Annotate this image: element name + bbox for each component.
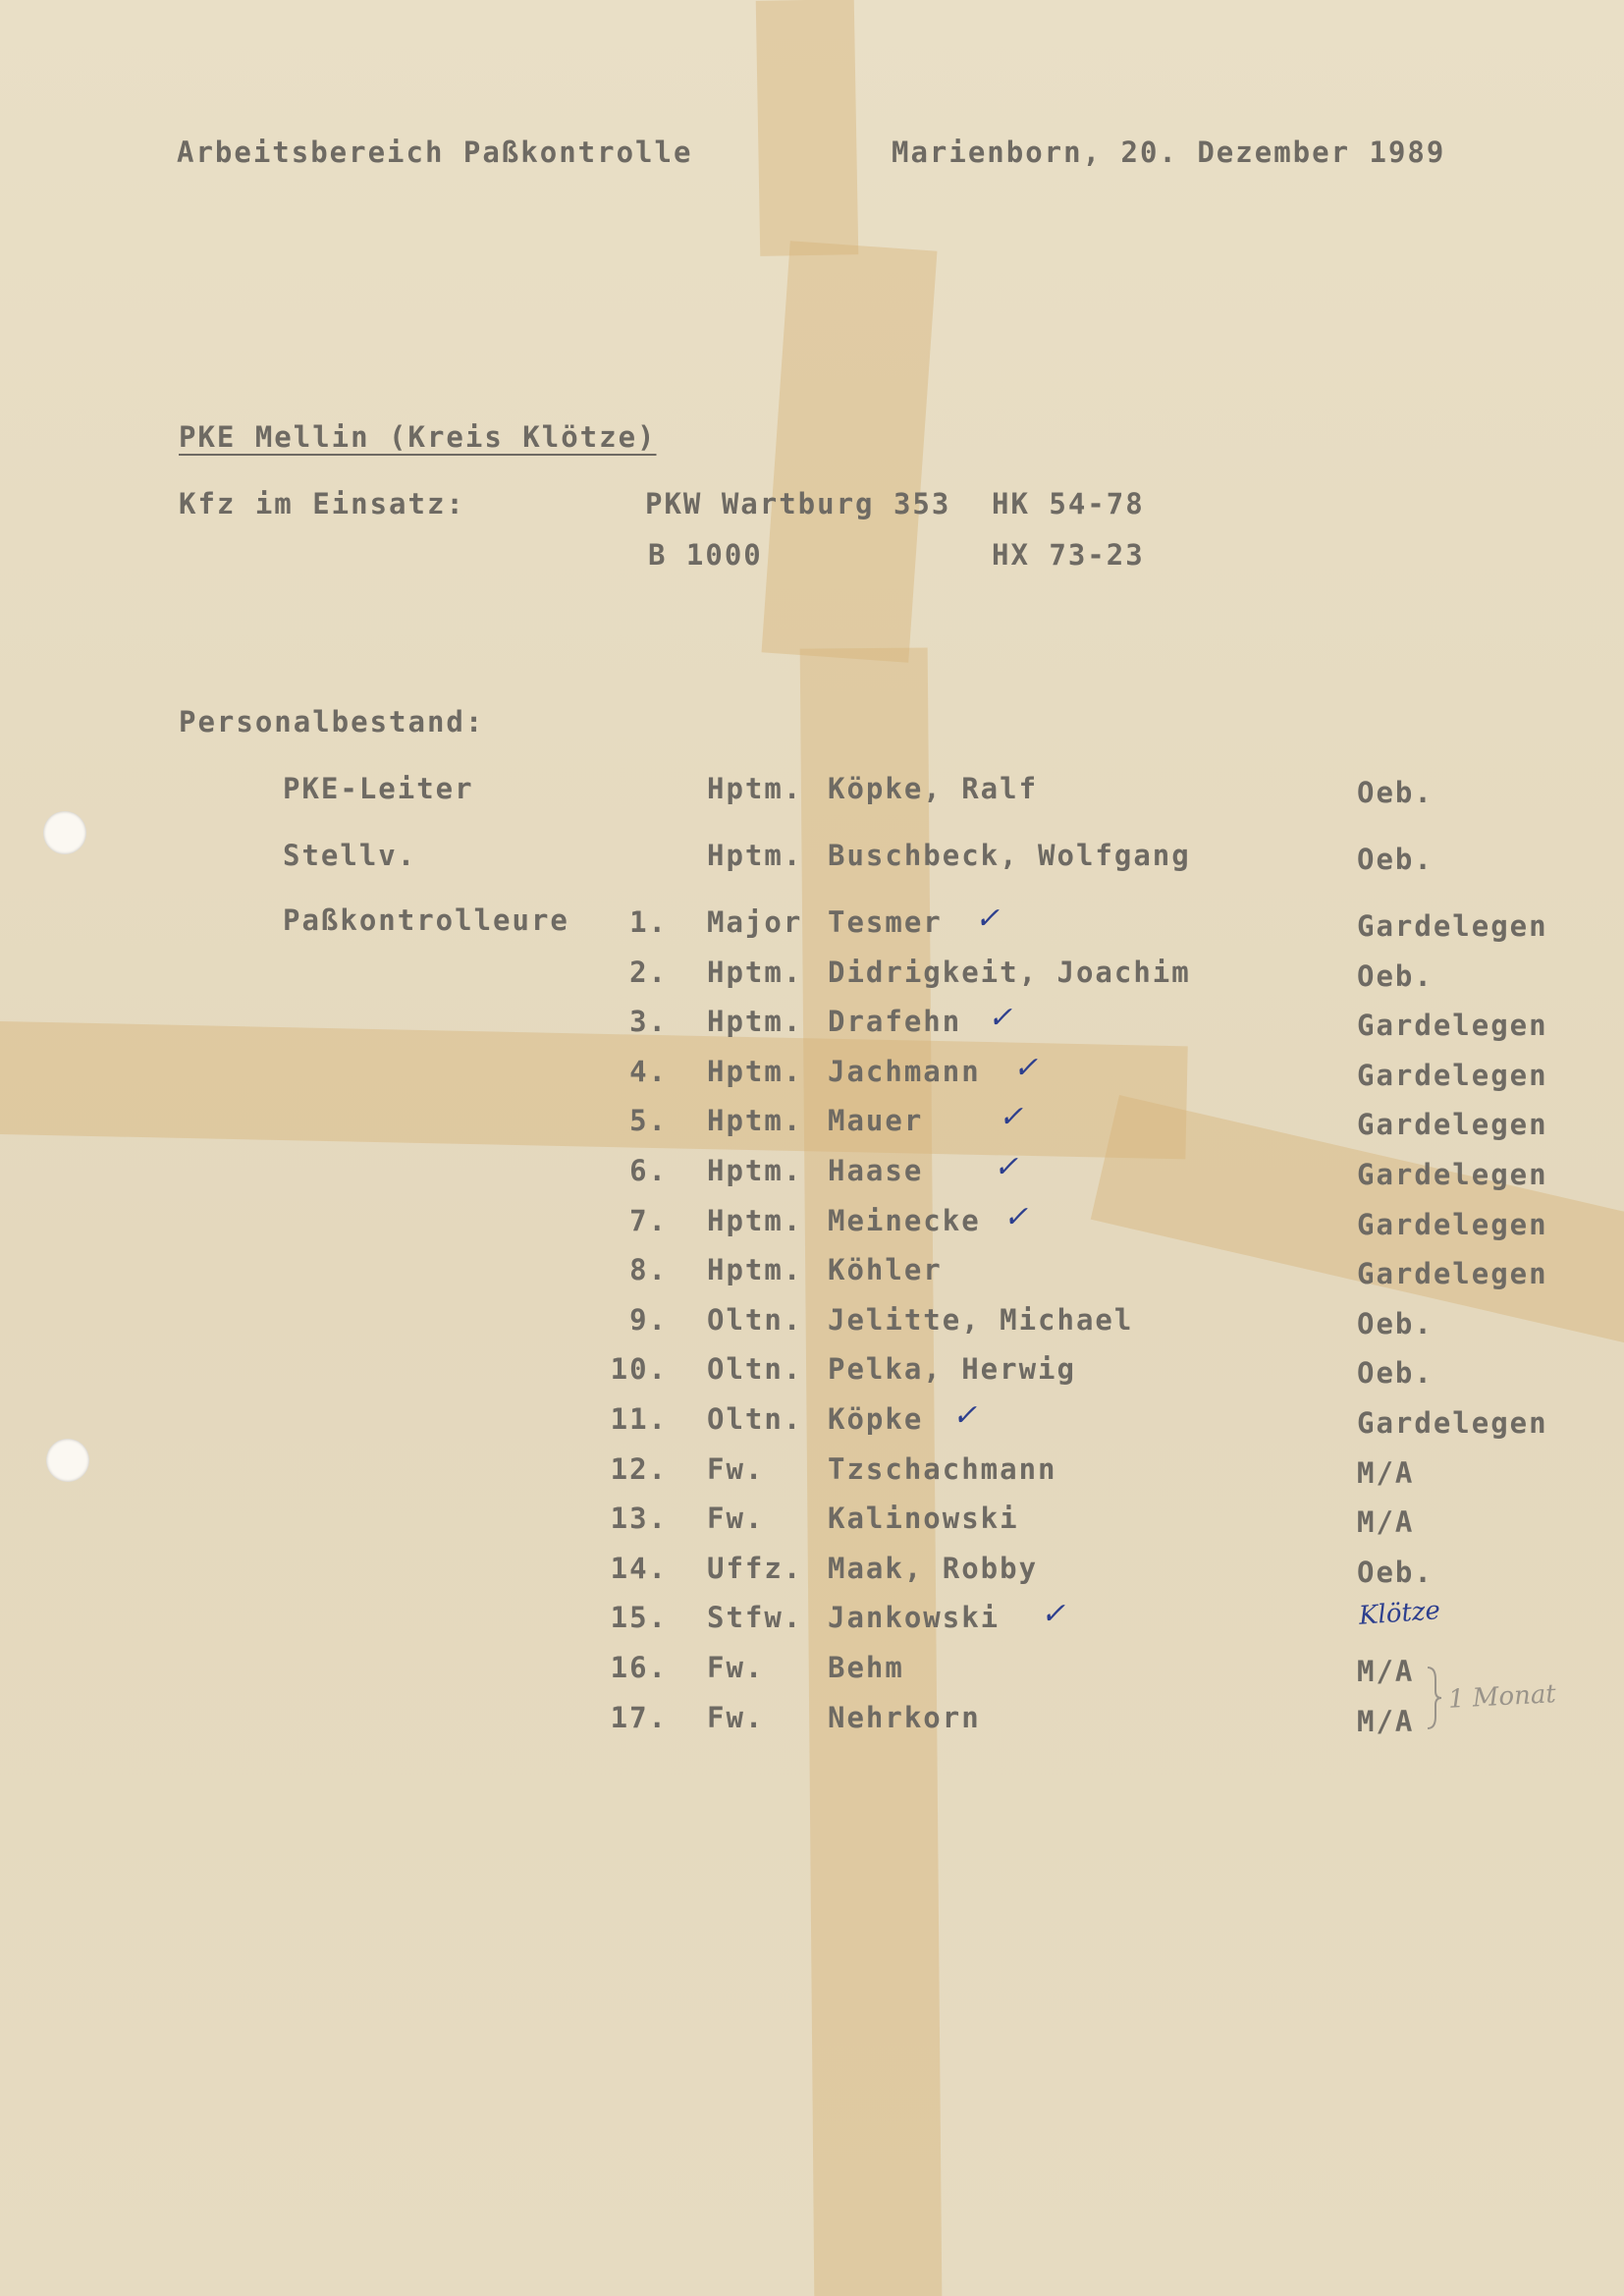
controller-row (0, 1452, 1624, 1492)
controller-row (0, 1253, 1624, 1292)
controller-number: 6. (629, 1154, 668, 1187)
controller-location: Gardelegen (1357, 1009, 1548, 1042)
leader-name: Köpke, Ralf (828, 772, 1039, 805)
controller-number: 7. (629, 1204, 668, 1237)
controller-name: Behm (828, 1651, 904, 1684)
controller-row (0, 1100, 1624, 1143)
controller-number: 14. (610, 1552, 668, 1585)
tape-strip (756, 0, 859, 256)
handwritten-note: 1 Monat (1447, 1679, 1557, 1715)
controllers-label: Paßkontrolleure (283, 903, 569, 937)
check-mark-icon: ✓ (1003, 1200, 1029, 1234)
controller-number: 12. (610, 1452, 668, 1486)
controller-location: Gardelegen (1357, 1158, 1548, 1191)
check-mark-icon: ✓ (1041, 1597, 1066, 1631)
controller-name: Meinecke (828, 1204, 981, 1237)
controller-location: Gardelegen (1357, 1059, 1548, 1092)
controller-location: Gardelegen (1357, 1257, 1548, 1290)
controller-name: Didrigkeit, Joachim (828, 956, 1191, 989)
controller-location: Gardelegen (1357, 909, 1548, 943)
deputy-rank: Hptm. (707, 839, 803, 872)
controller-rank: Oltn. (707, 1303, 803, 1337)
controller-rank: Hptm. (707, 1055, 803, 1088)
controller-number: 2. (629, 956, 668, 989)
vehicle-name: B 1000 (648, 538, 763, 572)
staff-label: Personalbestand: (179, 705, 485, 738)
deputy-role: Stellv. (283, 839, 417, 872)
vehicle-plate: HK 54-78 (992, 487, 1145, 520)
controller-number: 15. (610, 1601, 668, 1634)
controller-name: Drafehn (828, 1005, 962, 1038)
controller-row (0, 1701, 1624, 1740)
controller-rank: Stfw. (707, 1601, 803, 1634)
controller-location: M/A (1357, 1505, 1415, 1539)
controller-row (0, 1150, 1624, 1193)
controller-row (0, 956, 1624, 995)
controller-location: Gardelegen (1357, 1108, 1548, 1141)
controller-name: Tzschachmann (828, 1452, 1057, 1486)
controller-name: Tesmer (828, 905, 943, 939)
controller-name: Jachmann (828, 1055, 981, 1088)
vehicle-name: PKW Wartburg 353 (645, 487, 951, 520)
controller-row (0, 1502, 1624, 1541)
controller-name: Maak, Robby (828, 1552, 1039, 1585)
controller-rank: Hptm. (707, 1104, 803, 1137)
controller-name: Pelka, Herwig (828, 1352, 1076, 1386)
check-mark-icon: ✓ (988, 1001, 1013, 1035)
controller-rank: Oltn. (707, 1402, 803, 1436)
controller-number: 10. (610, 1352, 668, 1386)
vehicles-label: Kfz im Einsatz: (179, 487, 465, 520)
controller-row (0, 1352, 1624, 1392)
controller-location: M/A (1357, 1655, 1415, 1688)
controller-location: Oeb. (1357, 1307, 1434, 1340)
controller-rank: Hptm. (707, 1154, 803, 1187)
controller-rank: Hptm. (707, 1253, 803, 1286)
controller-rank: Hptm. (707, 1204, 803, 1237)
controller-name: Jelitte, Michael (828, 1303, 1134, 1337)
check-mark-icon: ✓ (999, 1100, 1024, 1134)
controller-rank: Fw. (707, 1502, 765, 1535)
controller-number: 1. (629, 905, 668, 939)
controller-number: 11. (610, 1402, 668, 1436)
controller-number: 3. (629, 1005, 668, 1038)
controller-row (0, 902, 1624, 945)
controller-number: 16. (610, 1651, 668, 1684)
controller-rank: Major (707, 905, 803, 939)
controller-location: Oeb. (1357, 1556, 1434, 1589)
controller-row (0, 1051, 1624, 1094)
vehicle-plate: HX 73-23 (992, 538, 1145, 572)
controller-location: M/A (1357, 1705, 1415, 1738)
controller-name: Kalinowski (828, 1502, 1019, 1535)
controller-location: Gardelegen (1357, 1406, 1548, 1440)
controller-name: Haase (828, 1154, 924, 1187)
check-mark-icon: ✓ (975, 902, 1001, 936)
controller-name: Köpke (828, 1402, 924, 1436)
check-mark-icon: ✓ (952, 1398, 978, 1433)
controller-rank: Oltn. (707, 1352, 803, 1386)
place-date: Marienborn, 20. Dezember 1989 (892, 136, 1446, 169)
tape-strip (762, 241, 938, 662)
controller-row (0, 1398, 1624, 1442)
controller-location: Oeb. (1357, 1356, 1434, 1390)
brace-mark (1426, 1666, 1443, 1730)
controller-rank: Fw. (707, 1651, 765, 1684)
controller-row (0, 1303, 1624, 1342)
handwritten-location: Klötze (1358, 1596, 1441, 1631)
leader-role: PKE-Leiter (283, 772, 474, 805)
deputy-location: Oeb. (1357, 843, 1434, 876)
check-mark-icon: ✓ (994, 1150, 1019, 1184)
deputy-name: Buschbeck, Wolfgang (828, 839, 1191, 872)
controller-rank: Fw. (707, 1701, 765, 1734)
department-heading: Arbeitsbereich Paßkontrolle (177, 136, 693, 169)
controller-name: Köhler (828, 1253, 943, 1286)
leader-location: Oeb. (1357, 776, 1434, 809)
leader-rank: Hptm. (707, 772, 803, 805)
check-mark-icon: ✓ (1013, 1051, 1039, 1085)
controller-rank: Hptm. (707, 1005, 803, 1038)
controller-number: 8. (629, 1253, 668, 1286)
controller-name: Nehrkorn (828, 1701, 981, 1734)
controller-location: Oeb. (1357, 959, 1434, 993)
controller-number: 5. (629, 1104, 668, 1137)
controller-row (0, 1651, 1624, 1690)
controller-location: M/A (1357, 1456, 1415, 1490)
controller-rank: Uffz. (707, 1552, 803, 1585)
controller-row (0, 1552, 1624, 1591)
controller-number: 13. (610, 1502, 668, 1535)
controller-number: 4. (629, 1055, 668, 1088)
controller-location: Gardelegen (1357, 1208, 1548, 1241)
controller-rank: Hptm. (707, 956, 803, 989)
section-title: PKE Mellin (Kreis Klötze) (179, 420, 657, 454)
controller-row (0, 1001, 1624, 1044)
controller-name: Jankowski (828, 1601, 1001, 1634)
controller-name: Mauer (828, 1104, 924, 1137)
punch-hole (43, 811, 86, 854)
controller-number: 9. (629, 1303, 668, 1337)
controller-number: 17. (610, 1701, 668, 1734)
controller-rank: Fw. (707, 1452, 765, 1486)
controller-row (0, 1200, 1624, 1243)
